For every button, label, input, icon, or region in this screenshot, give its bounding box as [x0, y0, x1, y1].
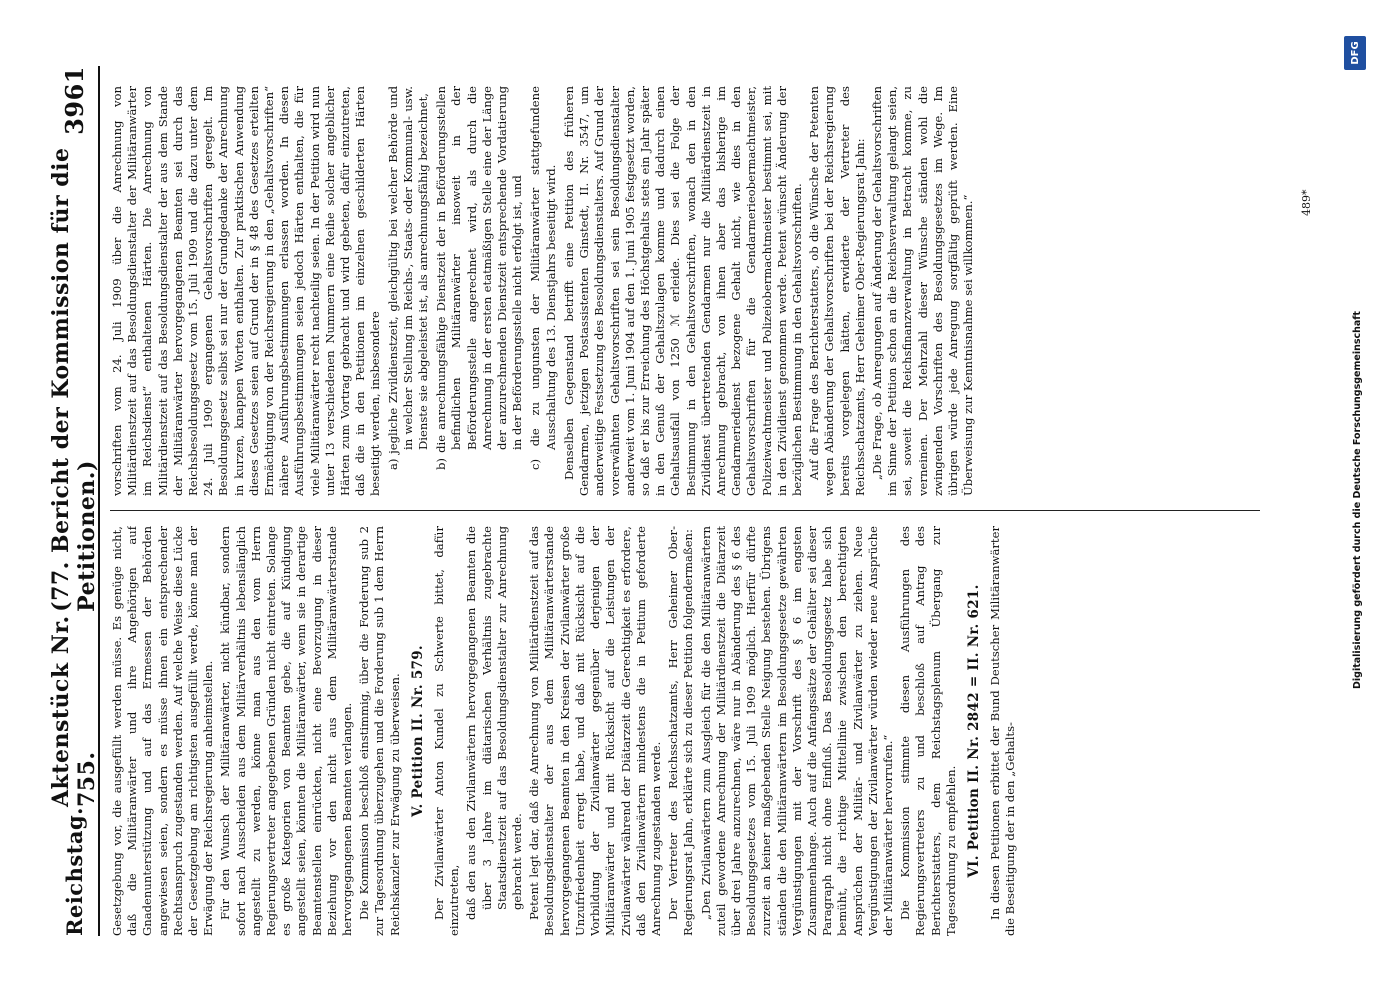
list-item: b) die anrechnungsfähige Dienstzeit der in Beförderungsstellen befindlichen Militäranwärter insoweit in der Beförderungsstelle angerechnet wird, als durch die Anrechnung in der ersten etatmäßigen Stelle eine der Länge der anzurechnenden Dienstzeit entsprechende Vordatierung in der Beförderungsstelle nicht erfolgt ist, und	[434, 86, 525, 470]
paragraph: Gesetzgebung vor, die ausgefüllt werden müsse. Es genüge nicht, daß die Militäranwärter und ihre Angehörigen auf Gnadenunterstützung und auf das Ermessen der Behörden angewiesen seien, sondern es müsse ihnen ein entsprechender Rechtsanspruch zugestanden werden. Auf welche Weise diese Lücke der Gesetzgebung am richtigsten ausgefüllt werde, könne man der Erwägung der Reichsregierung anheimstellen.	[110, 526, 216, 936]
paragraph: „Den Zivilanwärtern zum Ausgleich für die den Militäranwärtern zuteil gewordene Anrechnung der Militärdienstzeit die Diätarzeit über drei Jahre anzurechnen, wäre nur in Abänderung des § 6 des Besoldungsgesetzes vom 15. Juli 1909 möglich. Hierfür dürfte zurzeit an keiner maßgebenden Stelle Neigung bestehen. Übrigens ständen die den Militäranwärtern im Besoldungsgesetze gewährten Vergünstigungen mit der Vorschrift des § 6 im engsten Zusammenhange. Auch auf die Anfangssätze der Gehälter sei dieser Paragraph nicht ohne Einfluß. Das Besoldungsgesetz habe sich bemüht, die richtige Mittellinie zwischen den berechtigten Ansprüchen der Militär- und Zivilanwärter zu ziehen. Neue Vergünstigungen der Zivilanwärter würden wieder neue Ansprüche der Militäranwärter hervorrufen.“	[698, 526, 895, 936]
header-page-number: 3961	[59, 66, 89, 135]
paragraph: Die Kommission stimmte diesen Ausführungen des Regierungsvertreters zu und beschloß auf Antrag des Berichterstatters, dem Reichstagsplenum Übergang zur Tagesordnung zu empfehlen.	[898, 526, 958, 936]
list-item: a) jegliche Zivildienstzeit, gleichgültig bei welcher Behörde und in welcher Stellung im Reichs-, Staats- oder Kommunal- usw. Dienste sie abgeleistet ist, als anrechnungsfähig bezeichnet,	[385, 86, 431, 470]
digitization-credit: Digitalisierung gefördert durch die Deutsche Forschungsgemeinschaft	[1352, 311, 1363, 689]
section-heading: V. Petition II. Nr. 579.	[409, 645, 426, 817]
page-mark: 489*	[1300, 189, 1313, 216]
section-heading: VI. Petition II. Nr. 2842 = II. Nr. 621.	[965, 584, 982, 878]
paragraph: vorschriften vom 24. Juli 1909 über die Anrechnung von Militärdienstzeit auf das Besoldungsdienstalter der Militäranwärter im Reichsdienst“ enthaltenen Härten. Die Anrechnung von Militärdienstzeit auf das Besoldungsdienstalter der aus dem Stande der Militäranwärter hervorgegangenen Beamten sei durch das Reichsbesoldungsgesetz vom 15. Juli 1909 und die dazu unter dem 24. Juli 1909 ergangenen Gehaltsvorschriften geregelt. Im Besoldungsgesetz selbst sei nur der Grundgedanke der Anrechnung in kurzen, knappen Worten enthalten. Zur praktischen Anwendung dieses Gesetzes seien auf Grund der in § 48 des Gesetzes erteilten Ermächtigung von der Reichsregierung in den „Gehaltsvorschriften“ nähere Ausführungsbestimmungen erlassen worden. In diesen Ausführungsbestimmungen seien jedoch Härten enthalten, die für viele Militäranwärter recht nachteilig seien. In der Petition wird nun unter 13 verschiedenen Nummern eine Reihe solcher angeblicher Härten zum Vortrag gebracht und wird gebeten, dafür einzutreten, daß die in den Petitionen im einzelnen geschilderten Härten beseitigt werden, insbesondere	[110, 86, 383, 496]
petition-request: daß den aus den Zivilanwärtern hervorgegangenen Beamten die über 3 Jahre im diätarischen Verhältnis zugebrachte Staatsdienstzeit auf das Besoldungsdienstalter zur Anrechnung gebracht werde.	[464, 526, 525, 920]
paragraph: Die Kommission beschloß einstimmig, über die Forderung sub 2 zur Tagesordnung überzugehen und die Forderung sub 1 dem Herrn Reichskanzler zur Erwägung zu überweisen.	[357, 526, 402, 936]
paragraph: Denselben Gegenstand betrifft eine Petition des früheren Gendarmen, jetzigen Postassistenten Ginstedt, II. Nr. 3547, um anderweitige Festsetzung des Besoldungsdienstalters. Auf Grund der vorerwähnten Gehaltsvorschriften sei sein Besoldungsdienstalter anderweit vom 1. Juni 1904 auf den 1. Juni 1905 festgesetzt worden, so daß er bis zur Erreichung des Höchstgehalts stets ein Jahr später in den Genuß der Gehaltszulagen komme und dadurch einen Gehaltsausfall von 1250 ℳ erleide. Dies sei die Folge der Bestimmung in den Gehaltsvorschriften, wonach den in den Zivildienst übertretenden Gendarmen nur die Militärdienstzeit in Anrechnung gebracht, von ihnen aber das bisherige im Gendarmeriedienst bezogene Gehalt nicht, wie dies in den Gehaltsvorschriften für die Gendarmerieobermachtmeister, Polizeiwachtmeister und Polizeiobermachtmeister bestimmt sei, mit in den Zivildienst genommen werde. Petent wünscht Änderung der bezüglichen Bestimmung in den Gehaltsvorschriften.	[561, 86, 804, 496]
paragraph: Der Vertreter des Reichsschatzamts, Herr Geheimer Ober-Regierungsrat Jahn, erklärte sich zu dieser Petition folgendermaßen:	[666, 526, 696, 936]
column-divider	[110, 510, 1260, 511]
page-header	[50, 66, 100, 936]
paragraph: In diesen Petitionen erbittet der Bund Deutscher Militäranwärter die Beseitigung der in den „Gehalts-	[988, 526, 1018, 936]
left-text-column	[110, 526, 1290, 936]
header-reichstag: Reichstag.	[61, 807, 87, 936]
paragraph: „Die Frage, ob Anregungen auf Änderung der Gehaltsvorschriften im Sinne der Petition schon an die Reichsverwaltung gelangt seien, sei, soweit die Reichsfinanzverwaltung in Betracht komme, zu verneinen. Der Mehrzahl dieser Wünsche ständen wohl die zwingenden Vorschriften des Besoldungsgesetzes im Wege. Im übrigen würde jede Anregung sorgfältig geprüft werden. Eine Überweisung zur Kenntnisnahme sei willkommen.“	[869, 86, 976, 496]
header-aktenstueck: Aktenstück Nr. 755.	[48, 615, 100, 808]
scanned-document	[50, 66, 1340, 936]
dfg-logo-icon: DFG	[1344, 36, 1366, 70]
paragraph: Petent legt dar, daß die Anrechnung von Militärdienstzeit auf das Besoldungsdienstalter der aus dem Militäranwärterstande hervorgegangenen Beamten in den Kreisen der Zivilanwärter große Unzufriedenheit erregt habe, und daß mit Rücksicht auf die Vorbildung der Zivilanwärter gegenüber derjenigen der Militäranwärter und mit Rücksicht auf die Leistungen der Zivilanwärter während der Diätarzeit die Gerechtigkeit es erfordere, daß den Zivilanwärtern mindestens die in Petitum geforderte Anrechnung zugestanden werde.	[527, 526, 663, 936]
paragraph: Für den Wunsch der Militäranwärter, nicht kündbar, sondern sofort nach Ausscheiden aus dem Militärverhältnis lebenslänglich angestellt zu werden, könne man aus den vom Herrn Regierungsvertreter angegebenen Gründen nicht eintreten. Solange es große Kategorien von Beamten gebe, die auf Kündigung angestellt seien, könnten die Militäranwärter, wenn sie in derartige Beamtenstellen einrückten, nicht eine Bevorzugung in dieser Beziehung vor den nicht aus dem Militäranwärterstande hervorgegangenen Beamten verlangen.	[218, 526, 355, 936]
paragraph: Der Zivilanwärter Anton Kundel zu Schwerte bittet, dafür einzutreten,	[432, 526, 462, 936]
list-item: c) die zu ungunsten der Militäranwärter stattgefundene Ausschaltung des 13. Dienstjahrs beseitigt wird.	[528, 86, 558, 470]
paragraph: Auf die Frage des Berichterstatters, ob die Wünsche der Petenten wegen Abänderung der Gehaltsvorschriften bei der Reichsregierung bereits vorgelegen hätten, erwiderte der Vertreter des Reichsschatzamts, Herr Geheimer Ober-Regierungsrat Jahn:	[807, 86, 867, 496]
header-report-title: (77. Bericht der Kommission für die Petitionen.)	[48, 147, 100, 612]
right-text-column	[110, 86, 1290, 496]
